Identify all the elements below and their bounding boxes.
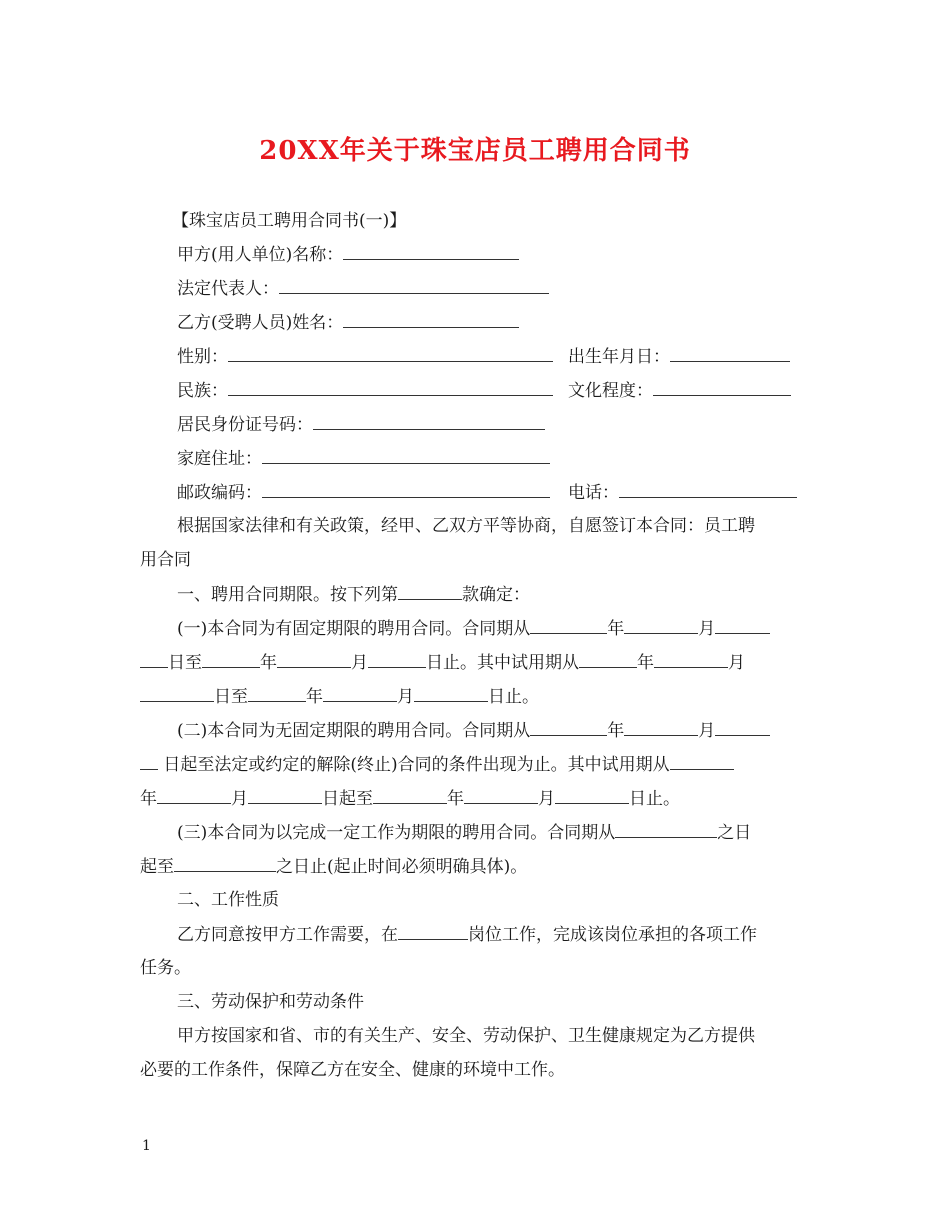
- field-label: 居民身份证号码：: [177, 415, 313, 435]
- blank-line[interactable]: [555, 787, 629, 804]
- field-party-a: [177, 243, 519, 266]
- clause-text: (三)本合同为以完成一定工作为期限的聘用合同。合同期从: [177, 823, 616, 843]
- clause1-p3-line1: [177, 821, 751, 844]
- field-party-b: [177, 311, 519, 334]
- blank-line[interactable]: [228, 345, 553, 362]
- clause2-heading: 二、工作性质: [177, 890, 279, 910]
- field-label: 家庭住址：: [177, 449, 262, 469]
- clause-text: 年: [140, 789, 157, 809]
- field-phone: [568, 481, 797, 504]
- blank-line[interactable]: [615, 821, 717, 838]
- field-address: [177, 447, 550, 470]
- clause-text: 年: [447, 789, 464, 809]
- clause-text: 岗位工作，完成该岗位承担的各项工作: [468, 925, 757, 945]
- clause-text: 年: [306, 687, 323, 707]
- blank-line[interactable]: [313, 413, 545, 430]
- clause1-p2-line1: [177, 719, 770, 742]
- clause-text: 年: [607, 619, 625, 639]
- clause-text: 年: [260, 653, 277, 673]
- field-postal-code: [177, 481, 550, 504]
- field-label: 邮政编码：: [177, 483, 262, 503]
- field-gender: [177, 345, 553, 368]
- clause-text: (一)本合同为有固定期限的聘用合同。合同期从: [177, 619, 531, 639]
- clause-text: 一、聘用合同期限。按下列第: [177, 585, 398, 605]
- clause2-line2: 任务。: [140, 958, 191, 978]
- clause-text: 日至: [214, 687, 248, 707]
- clause-text: 日至: [168, 653, 202, 673]
- intro-line-2: 用合同: [140, 550, 191, 570]
- clause-text: (二)本合同为无固定期限的聘用合同。合同期从: [177, 721, 531, 741]
- clause1-p1-line2: [140, 651, 745, 674]
- field-education: [568, 379, 791, 402]
- field-label: 甲方(用人单位)名称：: [177, 245, 344, 265]
- clause-text: 日止。: [488, 687, 539, 707]
- blank-line[interactable]: [323, 685, 397, 702]
- blank-line[interactable]: [398, 923, 468, 940]
- clause-text: 月: [351, 653, 368, 673]
- blank-line[interactable]: [279, 277, 549, 294]
- blank-line[interactable]: [202, 651, 260, 668]
- clause-text: 日止。其中试用期从: [426, 653, 579, 673]
- clause-text: 月: [231, 789, 248, 809]
- blank-line[interactable]: [262, 447, 550, 464]
- blank-line[interactable]: [579, 651, 637, 668]
- blank-line[interactable]: [277, 651, 351, 668]
- field-label: 文化程度：: [568, 381, 653, 401]
- field-legal-rep: [177, 277, 549, 300]
- page-number: 1: [142, 1138, 151, 1154]
- clause1-p2-line2: [140, 753, 734, 776]
- blank-line[interactable]: [670, 345, 790, 362]
- document-title: 20XX年关于珠宝店员工聘用合同书: [259, 136, 691, 166]
- clause-text: 月: [538, 789, 555, 809]
- blank-line[interactable]: [624, 719, 698, 736]
- clause3-line1: 甲方按国家和省、市的有关生产、安全、劳动保护、卫生健康规定为乙方提供: [177, 1026, 755, 1046]
- clause-text: 日起至法定或约定的解除(终止)合同的条件出现为止。其中试用期从: [163, 755, 670, 775]
- blank-line[interactable]: [262, 481, 550, 498]
- clause-text: 日起至: [322, 789, 373, 809]
- blank-line[interactable]: [398, 583, 462, 600]
- blank-line[interactable]: [174, 855, 276, 872]
- clause1-p2-line3: [140, 787, 680, 810]
- clause1-p1-line1: [177, 617, 770, 640]
- clause1-heading: [177, 583, 530, 606]
- clause-text: 款确定：: [462, 585, 530, 605]
- field-label: 乙方(受聘人员)姓名：: [177, 313, 344, 333]
- blank-line[interactable]: [715, 719, 770, 736]
- clause-text: 月: [728, 653, 745, 673]
- blank-line[interactable]: [654, 651, 728, 668]
- blank-line[interactable]: [248, 685, 306, 702]
- blank-line[interactable]: [619, 481, 797, 498]
- blank-line[interactable]: [368, 651, 426, 668]
- blank-line[interactable]: [228, 379, 553, 396]
- field-label: 电话：: [568, 483, 619, 503]
- clause3-line2: 必要的工作条件，保障乙方在安全、健康的环境中工作。: [140, 1060, 565, 1080]
- blank-line[interactable]: [140, 685, 214, 702]
- blank-line[interactable]: [248, 787, 322, 804]
- clause-text: 起至: [140, 857, 174, 877]
- blank-line[interactable]: [530, 617, 607, 634]
- field-label: 出生年月日：: [568, 347, 670, 367]
- blank-line[interactable]: [343, 243, 519, 260]
- clause-text: 月: [397, 687, 414, 707]
- clause-text: 月: [698, 619, 716, 639]
- intro-line-1: 根据国家法律和有关政策，经甲、乙双方平等协商，自愿签订本合同：员工聘: [177, 516, 755, 536]
- field-ethnicity: [177, 379, 553, 402]
- blank-line[interactable]: [670, 753, 734, 770]
- clause-text: 乙方同意按甲方工作需要，在: [177, 925, 398, 945]
- field-birth-date: [568, 345, 790, 368]
- clause-text: 日止。: [629, 789, 680, 809]
- blank-line[interactable]: [653, 379, 791, 396]
- clause-text: 月: [698, 721, 716, 741]
- field-label: 法定代表人：: [177, 279, 279, 299]
- clause-text: 年: [637, 653, 654, 673]
- field-id-number: [177, 413, 545, 436]
- blank-line[interactable]: [157, 787, 231, 804]
- blank-line[interactable]: [624, 617, 698, 634]
- clause2-line1: [177, 923, 757, 946]
- field-label: 性别：: [177, 347, 228, 367]
- blank-line[interactable]: [343, 311, 519, 328]
- blank-line[interactable]: [414, 685, 488, 702]
- clause1-p1-line3: [140, 685, 539, 708]
- section-header: 【珠宝店员工聘用合同书(一)】: [172, 211, 407, 231]
- field-label: 民族：: [177, 381, 228, 401]
- clause1-p3-line2: [140, 855, 527, 878]
- clause-text: 之日: [717, 823, 752, 843]
- blank-line[interactable]: [140, 753, 158, 770]
- blank-line[interactable]: [530, 719, 607, 736]
- blank-line[interactable]: [373, 787, 447, 804]
- clause-text: 年: [607, 721, 625, 741]
- blank-line[interactable]: [715, 617, 770, 634]
- clause-text: 之日止(起止时间必须明确具体)。: [276, 857, 528, 877]
- blank-line[interactable]: [140, 651, 168, 668]
- blank-line[interactable]: [464, 787, 538, 804]
- clause3-heading: 三、劳动保护和劳动条件: [177, 992, 364, 1012]
